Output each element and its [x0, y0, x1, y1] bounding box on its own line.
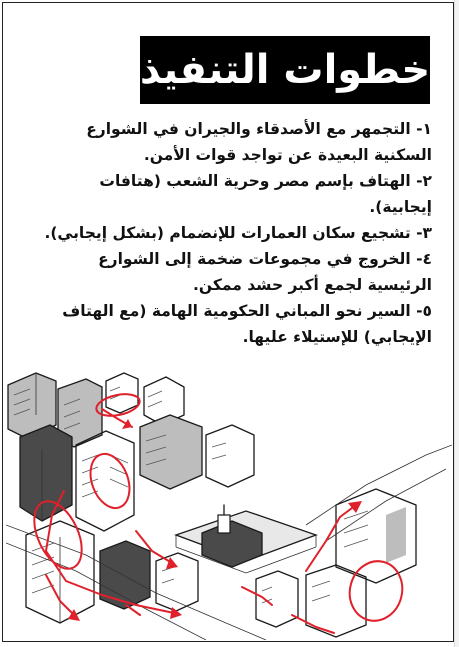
buildings-middle — [20, 415, 254, 531]
city-sketch-illustration — [6, 365, 452, 640]
page-edge — [454, 0, 459, 647]
buildings-right — [256, 489, 416, 637]
step-item: ٢- الهتاف بإسم مصر وحرية الشعب (هتافات إيجابية). — [99, 172, 432, 216]
step-item: ١- التجمهر مع الأصدقاء والجيران في الشوارع السكنية البعيدة عن تواجد قوات الأمن. — [86, 120, 432, 164]
step-item: ٣- تشجيع سكان العمارات للإنضمام (بشكل إيجابي). — [44, 224, 432, 242]
page-title: خطوات التنفيذ — [139, 47, 431, 93]
government-building — [176, 505, 316, 573]
steps-list — [40, 116, 432, 350]
step-item: ٤- الخروج في مجموعات ضخمة إلى الشوارع الرئيسية لجمع أكبر حشد ممكن. — [98, 250, 432, 294]
title-banner — [140, 36, 430, 104]
step-item: ٥- السير نحو المباني الحكومية الهامة (مع الهتاف الإيجابي) للإستيلاء عليها. — [62, 302, 432, 346]
